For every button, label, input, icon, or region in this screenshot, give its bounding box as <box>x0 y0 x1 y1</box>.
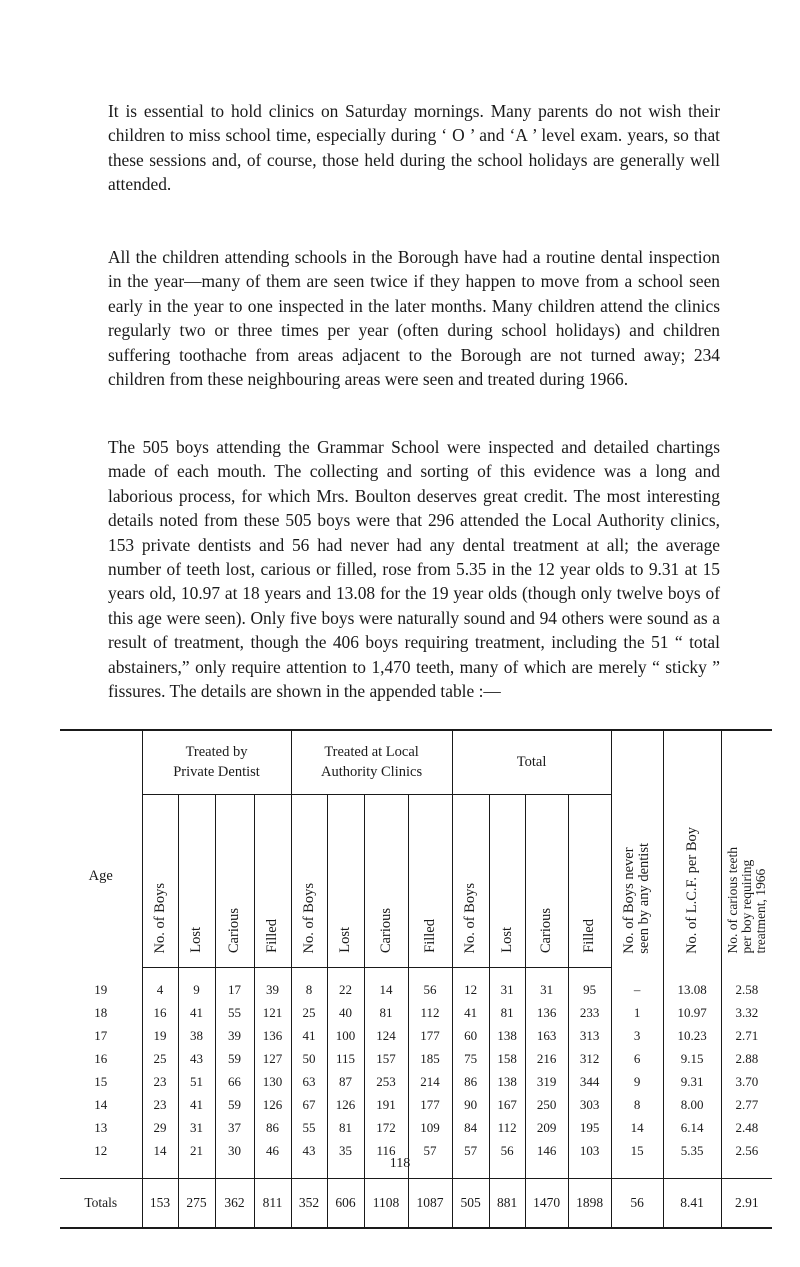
group-local-authority <box>291 730 452 795</box>
table-cell: 3.70 <box>721 1070 772 1093</box>
table-cell: 75 <box>452 1047 489 1070</box>
table-cell: 67 <box>291 1093 327 1116</box>
paragraph-saturday-clinics: It is essential to hold clinics on Saturday mornings. Many parents do not wish their children to miss school time, especially during ‘ O ’ and ‘A ’ level exam. years, so that these sessions and, of course, those held during the school holidays are generally well attended. <box>108 101 720 195</box>
la-carious-header <box>364 795 408 968</box>
table-cell: 8 <box>611 1093 663 1116</box>
group-total <box>452 730 611 795</box>
table-cell: 13.08 <box>663 968 721 1002</box>
paragraph-grammar-school: The 505 boys attending the Grammar School were inspected and detailed chartings made of each mouth. The collecting and sorting of this evidence was a long and laborious process, for which Mrs. Boulton deserves great credit. The most interesting details noted from these 505 boys were that 296 attended the Local Authority clinics, 153 private dentists and 56 had never had any dental treatment at all; the average number of teeth lost, carious or filled, rose from 5.35 in the 12 year olds to 9.31 at 15 years old, 10.97 at 18 years and 13.08 for the 19 year olds (though only twelve boys of this age were seen). Only five boys were naturally sound and 94 others were sound as a result of treatment, though the 406 boys requiring treatment, including the 51 “ total abstainers,” only require attention to 1,470 teeth, many of which are merely “ sticky ” fissures. The details are shown in the appended table :— <box>108 437 720 702</box>
table-cell: 21 <box>178 1139 215 1179</box>
table-cell: 31 <box>525 968 568 1002</box>
table-cell: 3.32 <box>721 1001 772 1024</box>
table-cell: 10.97 <box>663 1001 721 1024</box>
totals-cell: 8.41 <box>663 1179 721 1229</box>
private-boys-label: No. of Boys <box>151 882 168 953</box>
total-boys-header <box>452 795 489 968</box>
la-filled-header <box>408 795 452 968</box>
carious-req-line3: treatment, 1966 <box>752 868 768 954</box>
group-private-line2: Private Dentist <box>173 764 260 780</box>
dental-statistics-table <box>60 730 772 1229</box>
table-cell: 2.71 <box>721 1024 772 1047</box>
table-cell: 136 <box>525 1001 568 1024</box>
table-cell: 253 <box>364 1070 408 1093</box>
table-cell: 2.88 <box>721 1047 772 1070</box>
table-cell: 4 <box>142 968 178 1002</box>
table-cell: 86 <box>452 1070 489 1093</box>
table-cell: 177 <box>408 1093 452 1116</box>
row-age-cell: 13 <box>94 1120 108 1135</box>
table-cell: 157 <box>364 1047 408 1070</box>
table-cell: 185 <box>408 1047 452 1070</box>
never-seen-header <box>622 843 652 954</box>
table-cell: 17 <box>215 968 254 1002</box>
totals-cell: 1470 <box>525 1179 568 1229</box>
table-cell: 214 <box>408 1070 452 1093</box>
total-carious-header <box>525 795 568 968</box>
carious-req-line1: No. of carious teeth <box>724 847 740 954</box>
la-filled-label: Filled <box>421 919 438 953</box>
table-cell: 1 <box>611 1001 663 1024</box>
table-cell: 25 <box>142 1047 178 1070</box>
never-seen-line2: seen by any dentist <box>636 842 653 954</box>
table-cell: 81 <box>327 1116 364 1139</box>
group-la-line2: Authority Clinics <box>321 764 423 780</box>
totals-cell: 1108 <box>364 1179 408 1229</box>
group-la-line1: Treated at Local <box>324 744 419 760</box>
table-cell: 41 <box>178 1093 215 1116</box>
table-cell: 100 <box>327 1024 364 1047</box>
table-cell: 313 <box>568 1024 611 1047</box>
table-cell: 121 <box>254 1001 291 1024</box>
table-cell: 158 <box>489 1047 525 1070</box>
table-cell: 31 <box>489 968 525 1002</box>
table-cell: 41 <box>178 1001 215 1024</box>
totals-cell: 1898 <box>568 1179 611 1229</box>
table-cell: 56 <box>408 968 452 1002</box>
table-cell: 138 <box>489 1024 525 1047</box>
private-carious-label: Carious <box>226 907 242 953</box>
row-age-cell: 14 <box>94 1097 108 1112</box>
table-cell: 127 <box>254 1047 291 1070</box>
table-cell: 126 <box>254 1093 291 1116</box>
table-cell: 115 <box>327 1047 364 1070</box>
totals-cell: 2.91 <box>721 1179 772 1229</box>
table-cell: 163 <box>525 1024 568 1047</box>
table-cell: 25 <box>291 1001 327 1024</box>
row-age-cell: 19 <box>94 981 108 997</box>
private-filled-label: Filled <box>264 919 281 953</box>
table-cell: 55 <box>291 1116 327 1139</box>
table-cell: 136 <box>254 1024 291 1047</box>
table-cell: 303 <box>568 1093 611 1116</box>
table-cell: 81 <box>364 1001 408 1024</box>
table-cell: 14 <box>364 968 408 1002</box>
table-cell: 2.48 <box>721 1116 772 1139</box>
la-lost-header <box>327 795 364 968</box>
total-boys-label: No. of Boys <box>462 882 479 953</box>
table-cell: 43 <box>178 1047 215 1070</box>
page-number: 118 <box>389 1156 411 1171</box>
total-filled-header <box>568 795 611 968</box>
table-cell: 10.23 <box>663 1024 721 1047</box>
table-cell: 57 <box>452 1139 489 1179</box>
table-cell: 9 <box>178 968 215 1002</box>
table-cell: 95 <box>568 968 611 1002</box>
row-age-cell: 15 <box>94 1074 108 1089</box>
table-cell: 2.56 <box>721 1139 772 1179</box>
table-cell: 112 <box>489 1116 525 1139</box>
table-cell: 112 <box>408 1001 452 1024</box>
table-cell: 60 <box>452 1024 489 1047</box>
table-cell: 209 <box>525 1116 568 1139</box>
table-cell: 146 <box>525 1139 568 1179</box>
table-cell: 51 <box>178 1070 215 1093</box>
private-boys-header <box>142 795 178 968</box>
table-cell: 344 <box>568 1070 611 1093</box>
table-cell: 8 <box>291 968 327 1002</box>
age-header-cell <box>60 730 142 968</box>
table-cell: 23 <box>142 1093 178 1116</box>
table-cell: 39 <box>254 968 291 1002</box>
table-cell: 37 <box>215 1116 254 1139</box>
table-cell: 138 <box>489 1070 525 1093</box>
table-cell: 250 <box>525 1093 568 1116</box>
totals-label: Totals <box>60 1179 142 1229</box>
table-cell: 66 <box>215 1070 254 1093</box>
totals-cell: 56 <box>611 1179 663 1229</box>
table-cell: 9.31 <box>663 1070 721 1093</box>
table-cell: 195 <box>568 1116 611 1139</box>
totals-cell: 153 <box>142 1179 178 1229</box>
paragraph-routine-inspection: All the children attending schools in the Borough have had a routine dental inspection in the year—many of them are seen twice if they happen to move from a school seen early in the year to one inspected in the later months. Many children attend the clinics regularly two or three times per year (often during school holidays) and children suffering toothache from areas adjacent to the Borough are not turned away; 234 children from these neighbouring areas were seen and treated during 1966. <box>108 247 720 390</box>
table-cell: 109 <box>408 1116 452 1139</box>
carious-req-header <box>726 847 768 953</box>
table-cell: 41 <box>452 1001 489 1024</box>
totals-cell: 275 <box>178 1179 215 1229</box>
carious-req-header-cell <box>721 730 772 968</box>
table-row <box>60 1047 772 1070</box>
table-cell: 22 <box>327 968 364 1002</box>
table-row <box>60 968 772 1002</box>
table-cell: 312 <box>568 1047 611 1070</box>
totals-cell: 1087 <box>408 1179 452 1229</box>
private-lost-header <box>178 795 215 968</box>
private-carious-header <box>215 795 254 968</box>
table-cell: 29 <box>142 1116 178 1139</box>
table-cell: 319 <box>525 1070 568 1093</box>
table-cell: 216 <box>525 1047 568 1070</box>
total-filled-label: Filled <box>581 919 598 953</box>
row-age-cell: 17 <box>94 1028 108 1043</box>
total-carious-label: Carious <box>538 907 555 953</box>
table-cell: 46 <box>254 1139 291 1179</box>
row-age-cell: 18 <box>94 1005 108 1020</box>
table-cell: 41 <box>291 1024 327 1047</box>
table-cell: – <box>611 968 663 1002</box>
table-cell: 177 <box>408 1024 452 1047</box>
totals-cell: 362 <box>215 1179 254 1229</box>
table-cell: 59 <box>215 1047 254 1070</box>
table-cell: 124 <box>364 1024 408 1047</box>
never-seen-header-cell <box>611 730 663 968</box>
table-cell: 14 <box>611 1116 663 1139</box>
table-cell: 39 <box>215 1024 254 1047</box>
table-cell: 6.14 <box>663 1116 721 1139</box>
table-cell: 31 <box>178 1116 215 1139</box>
table-cell: 15 <box>611 1139 663 1179</box>
table-cell: 38 <box>178 1024 215 1047</box>
totals-cell: 811 <box>254 1179 291 1229</box>
group-private-dentist <box>142 730 291 795</box>
table-row <box>60 1024 772 1047</box>
lcf-header: No. of L.C.F. per Boy <box>683 826 700 954</box>
table-cell: 6 <box>611 1047 663 1070</box>
la-carious-label: Carious <box>377 907 394 953</box>
table-cell: 12 <box>452 968 489 1002</box>
table-cell: 87 <box>327 1070 364 1093</box>
table-cell: 84 <box>452 1116 489 1139</box>
table-cell: 30 <box>215 1139 254 1179</box>
row-age-cell: 12 <box>94 1143 108 1158</box>
group-private-line1: Treated by <box>185 744 248 760</box>
table-cell: 130 <box>254 1070 291 1093</box>
table-row <box>60 1093 772 1116</box>
table-cell: 9 <box>611 1070 663 1093</box>
table-cell: 35 <box>327 1139 364 1179</box>
row-age-cell: 16 <box>94 1051 108 1066</box>
table-cell: 9.15 <box>663 1047 721 1070</box>
table-cell: 14 <box>142 1139 178 1179</box>
totals-cell: 352 <box>291 1179 327 1229</box>
table-cell: 2.58 <box>721 968 772 1002</box>
table-cell: 19 <box>142 1024 178 1047</box>
table-cell: 5.35 <box>663 1139 721 1179</box>
table-cell: 57 <box>408 1139 452 1179</box>
table-cell: 90 <box>452 1093 489 1116</box>
carious-req-line2: per boy requiring <box>738 859 754 954</box>
la-boys-header <box>291 795 327 968</box>
totals-cell: 505 <box>452 1179 489 1229</box>
la-lost-label: Lost <box>337 927 354 953</box>
table-cell: 233 <box>568 1001 611 1024</box>
la-boys-label: No. of Boys <box>300 882 317 953</box>
table-cell: 103 <box>568 1139 611 1179</box>
table-cell: 81 <box>489 1001 525 1024</box>
private-lost-label: Lost <box>188 927 204 953</box>
table-cell: 59 <box>215 1093 254 1116</box>
table-cell: 167 <box>489 1093 525 1116</box>
table-cell: 191 <box>364 1093 408 1116</box>
table-cell: 56 <box>489 1139 525 1179</box>
table-cell: 40 <box>327 1001 364 1024</box>
age-header: Age <box>88 868 113 885</box>
table-cell: 2.77 <box>721 1093 772 1116</box>
group-total-label: Total <box>516 754 547 770</box>
total-lost-label: Lost <box>498 927 515 953</box>
lcf-header-cell <box>663 730 721 968</box>
table-row <box>60 1001 772 1024</box>
private-filled-header <box>254 795 291 968</box>
table-cell: 50 <box>291 1047 327 1070</box>
table-cell: 172 <box>364 1116 408 1139</box>
total-lost-header <box>489 795 525 968</box>
table-cell: 3 <box>611 1024 663 1047</box>
table-cell: 23 <box>142 1070 178 1093</box>
table-body <box>60 968 772 1179</box>
never-seen-line1: No. of Boys never <box>621 847 638 954</box>
table-cell: 63 <box>291 1070 327 1093</box>
table-cell: 86 <box>254 1116 291 1139</box>
table-cell: 16 <box>142 1001 178 1024</box>
table-row <box>60 1116 772 1139</box>
table-cell: 116 <box>364 1139 408 1179</box>
table-cell: 8.00 <box>663 1093 721 1116</box>
totals-cell: 881 <box>489 1179 525 1229</box>
totals-cell: 606 <box>327 1179 364 1229</box>
table-cell: 55 <box>215 1001 254 1024</box>
table-cell: 126 <box>327 1093 364 1116</box>
table-row <box>60 1070 772 1093</box>
totals-row <box>60 1179 772 1229</box>
table-cell: 43 <box>291 1139 327 1179</box>
